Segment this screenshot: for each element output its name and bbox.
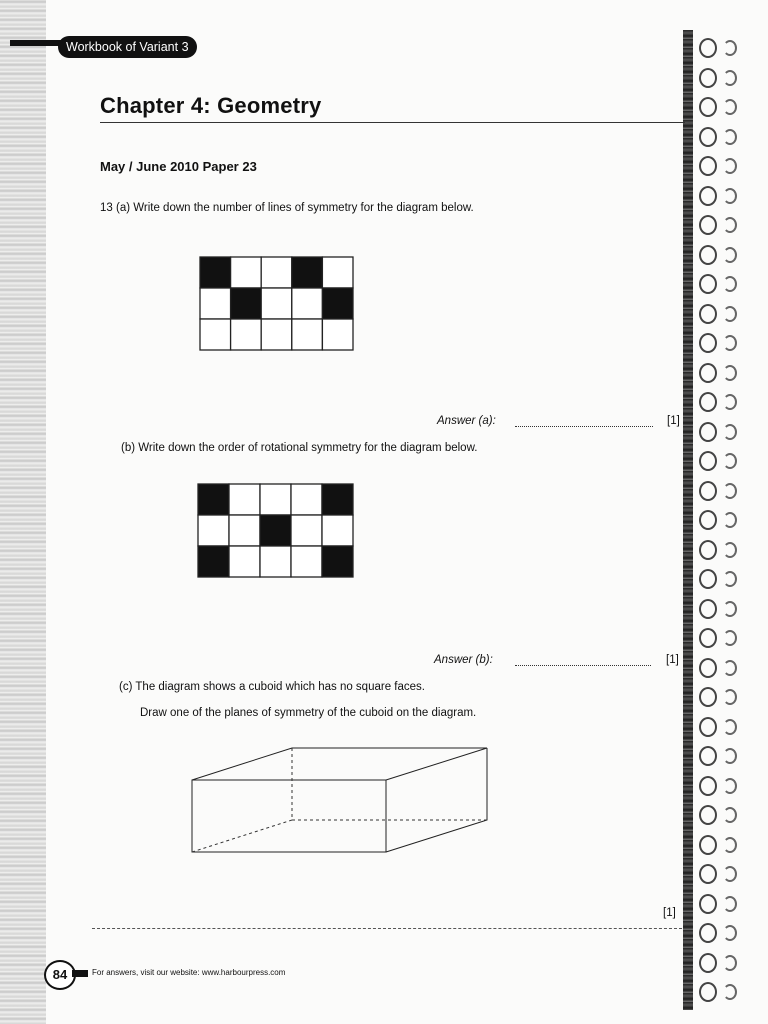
binding-ring (699, 982, 717, 1002)
binding-ring-hole (723, 512, 737, 528)
binding-ring (699, 717, 717, 737)
binding-ring (699, 599, 717, 619)
grid-cell-shaded (322, 546, 353, 577)
grid-cell (260, 484, 291, 515)
binding-ring (699, 392, 717, 412)
binding-ring (699, 864, 717, 884)
scan-edge (0, 0, 46, 1024)
binding-ring (699, 97, 717, 117)
binding-ring-hole (723, 925, 737, 941)
binding-ring-hole (723, 571, 737, 587)
binding-ring-hole (723, 778, 737, 794)
binding-ring (699, 156, 717, 176)
binding-ring-hole (723, 158, 737, 174)
grid-cell-shaded (198, 546, 229, 577)
grid-cell (292, 288, 323, 319)
binding-ring-hole (723, 40, 737, 56)
grid-cell (322, 515, 353, 546)
grid-cell (260, 546, 291, 577)
binding-ring (699, 422, 717, 442)
answer-a-label: Answer (a): (437, 415, 496, 427)
binding-ring-hole (723, 306, 737, 322)
answer-b-field[interactable] (515, 665, 651, 666)
chapter-title: Chapter 4: Geometry (100, 93, 322, 118)
binding-ring-hole (723, 394, 737, 410)
binding-ring-hole (723, 660, 737, 676)
binding-ring (699, 776, 717, 796)
binding-ring-hole (723, 748, 737, 764)
binding-ring-hole (723, 955, 737, 971)
binding-ring (699, 68, 717, 88)
answer-b-label: Answer (b): (434, 654, 493, 666)
binding-ring (699, 38, 717, 58)
grid-cell (231, 257, 262, 288)
grid-cell (292, 319, 323, 350)
binding-ring-hole (723, 601, 737, 617)
grid-cell (229, 515, 260, 546)
binding-ring-hole (723, 99, 737, 115)
cuboid-diagram[interactable] (185, 742, 495, 857)
grid-cell-shaded (322, 288, 353, 319)
grid-cell (291, 546, 322, 577)
grid-cell (291, 484, 322, 515)
binding-ring (699, 304, 717, 324)
grid-cell (261, 257, 292, 288)
binding-ring-hole (723, 188, 737, 204)
grid-cell-shaded (292, 257, 323, 288)
grid-cell (261, 288, 292, 319)
symmetry-grid-a (200, 257, 353, 350)
binding-ring-hole (723, 335, 737, 351)
grid-cell-shaded (260, 515, 291, 546)
binding-ring (699, 510, 717, 530)
grid-cell (291, 515, 322, 546)
binding-ring-hole (723, 719, 737, 735)
question-13b-text: (b) Write down the order of rotational symmetry for the diagram below. (121, 442, 478, 454)
binding-ring (699, 363, 717, 383)
binding-ring-hole (723, 807, 737, 823)
binding-ring (699, 540, 717, 560)
binding-ring (699, 186, 717, 206)
binding-ring-hole (723, 129, 737, 145)
binding-ring (699, 658, 717, 678)
workbook-label: Workbook of Variant 3 (58, 36, 197, 58)
binding-ring (699, 805, 717, 825)
grid-cell-shaded (198, 484, 229, 515)
grid-cell (198, 515, 229, 546)
grid-cell (229, 546, 260, 577)
binding-ring-hole (723, 70, 737, 86)
binding-ring (699, 333, 717, 353)
binding-ring-hole (723, 483, 737, 499)
binding-ring-hole (723, 247, 737, 263)
mark-b: [1] (666, 654, 679, 666)
cuboid-hidden-depth (192, 820, 292, 852)
binding-ring (699, 923, 717, 943)
binding-ring (699, 245, 717, 265)
binding-ring-hole (723, 542, 737, 558)
binding-ring (699, 569, 717, 589)
question-13c-text: (c) The diagram shows a cuboid which has no square faces. (119, 681, 425, 693)
cuboid-front-face (192, 780, 386, 852)
mark-a: [1] (667, 415, 680, 427)
question-13a-text: 13 (a) Write down the number of lines of symmetry for the diagram below. (100, 202, 474, 214)
binding-ring (699, 746, 717, 766)
binding-ring (699, 835, 717, 855)
answer-a-field[interactable] (515, 426, 653, 427)
grid-cell (261, 319, 292, 350)
page-number: 84 (44, 960, 76, 990)
symmetry-grid-b (198, 484, 353, 577)
cuboid-top-edges (192, 748, 487, 780)
binding-ring (699, 215, 717, 235)
binding-ring-hole (723, 689, 737, 705)
binding-ring-hole (723, 276, 737, 292)
binding-ring (699, 628, 717, 648)
title-rule (100, 122, 685, 123)
page-number-tail (72, 970, 88, 977)
binding-ring (699, 687, 717, 707)
binding-ring-hole (723, 217, 737, 233)
grid-cell (322, 319, 353, 350)
binding-ring-hole (723, 365, 737, 381)
binding-ring-hole (723, 837, 737, 853)
grid-cell (231, 319, 262, 350)
binding-ring (699, 953, 717, 973)
grid-cell-shaded (200, 257, 231, 288)
binding-ring (699, 127, 717, 147)
spiral-binding (683, 30, 768, 1024)
binding-ring-hole (723, 896, 737, 912)
bottom-rule (92, 928, 682, 929)
binding-ring (699, 274, 717, 294)
paper-title: May / June 2010 Paper 23 (100, 159, 257, 174)
binding-ring (699, 451, 717, 471)
binding-ring-hole (723, 453, 737, 469)
mark-c: [1] (663, 907, 676, 919)
question-13c-instruction: Draw one of the planes of symmetry of the cuboid on the diagram. (140, 707, 477, 719)
grid-cell (200, 319, 231, 350)
footer-note: For answers, visit our website: www.harbourpress.com (92, 968, 286, 977)
binding-ring-hole (723, 984, 737, 1000)
binding-ring (699, 894, 717, 914)
binding-ring-hole (723, 630, 737, 646)
grid-cell (322, 257, 353, 288)
grid-cell (229, 484, 260, 515)
grid-cell-shaded (231, 288, 262, 319)
binding-ring (699, 481, 717, 501)
binding-ring-hole (723, 866, 737, 882)
binding-ring-hole (723, 424, 737, 440)
grid-cell (200, 288, 231, 319)
grid-cell-shaded (322, 484, 353, 515)
binding-edge (683, 30, 693, 1010)
